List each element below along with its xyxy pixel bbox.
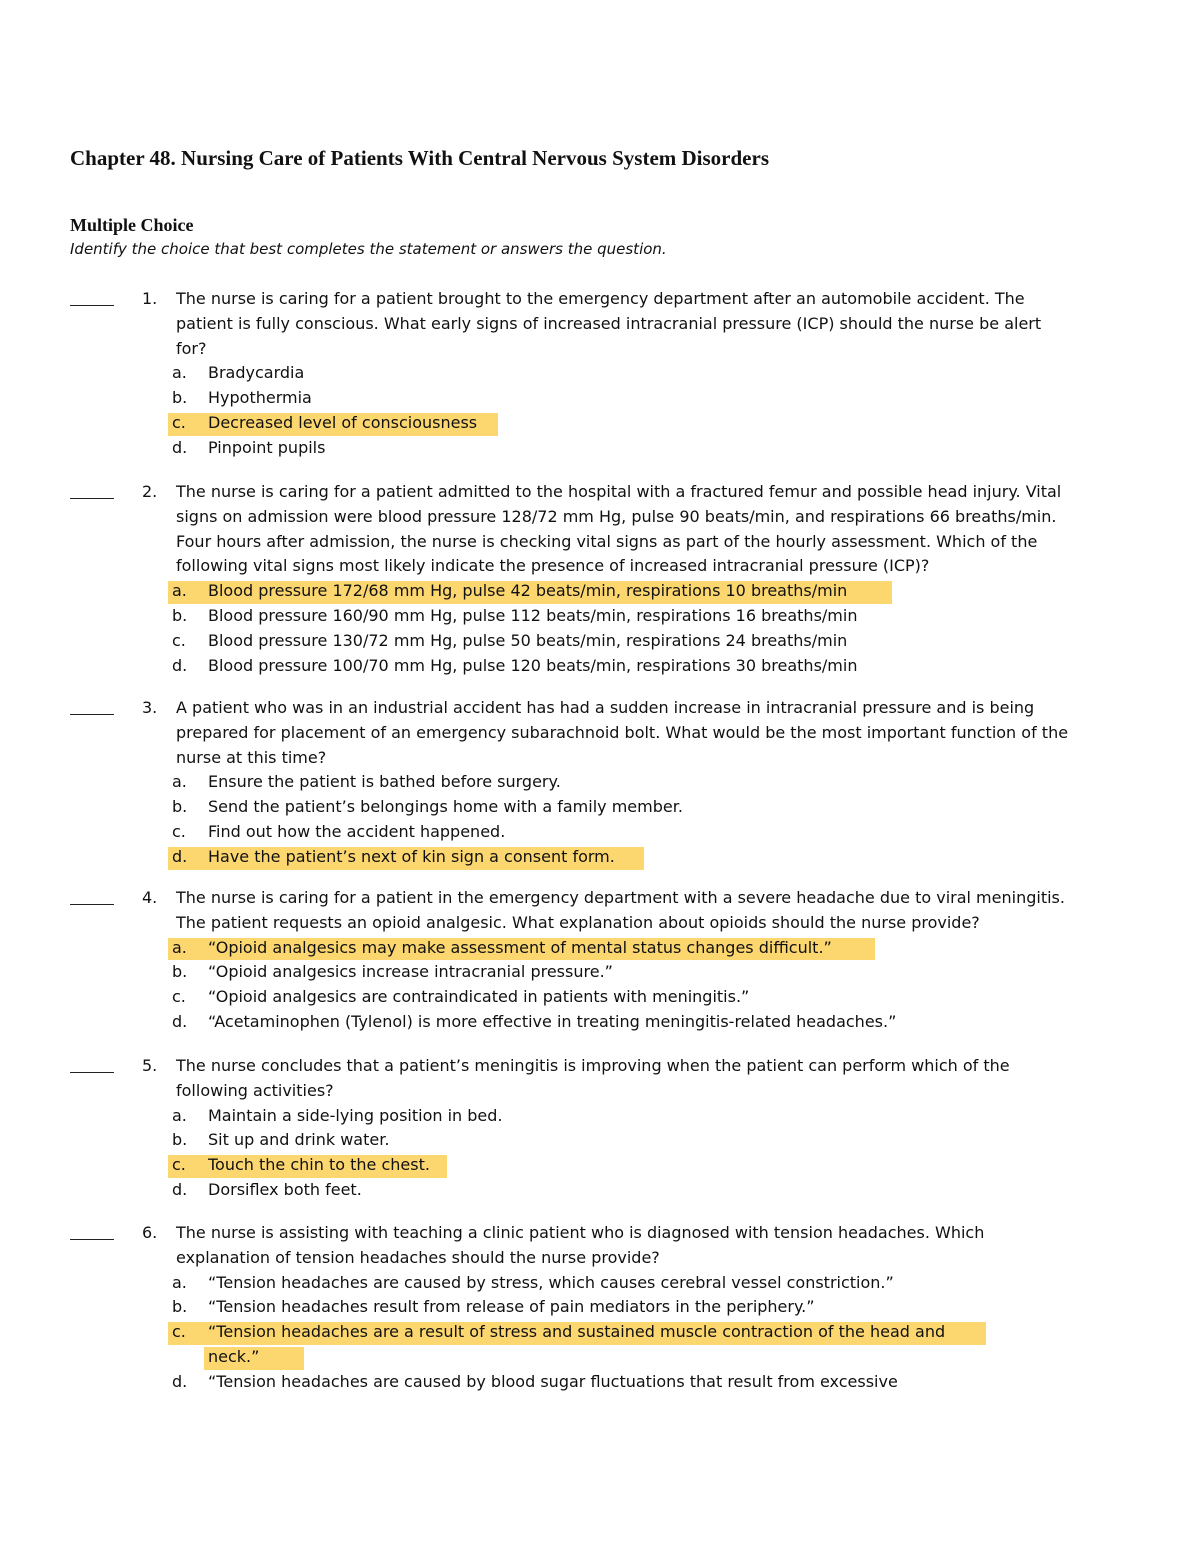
option-letter: c. [172,987,186,1007]
answer-blank[interactable] [70,1239,114,1240]
section-instructions: Identify the choice that best completes the statement or answers the question. [70,240,667,258]
answer-option[interactable] [168,411,1168,436]
option-text [208,1178,362,1203]
option-text [208,985,749,1010]
answer-option[interactable] [168,1153,1168,1178]
question-stem [176,287,1136,361]
option-text-line: Blood pressure 100/70 mm Hg, pulse 120 beats/min, respirations 30 breaths/min [208,655,858,675]
option-text [208,1320,945,1370]
option-text-line: neck.” [208,1346,260,1366]
option-text-line: Blood pressure 130/72 mm Hg, pulse 50 beats/min, respirations 24 breaths/min [208,630,848,650]
option-text [208,820,505,845]
option-letter: d. [172,437,188,457]
option-text [208,795,683,820]
option-text [208,386,312,411]
option-letter: d. [172,1180,188,1199]
answer-option[interactable] [168,960,1168,985]
option-text-line: “Opioid analgesics may make assessment of mental status changes difficult.” [208,937,832,957]
option-text [208,1153,430,1178]
option-text-line: Dorsiflex both feet. [208,1180,362,1199]
option-letter: d. [172,1012,188,1031]
option-text [208,1010,896,1035]
option-letter: d. [172,655,188,675]
option-text [208,361,304,386]
question-stem-line: for? [176,338,207,358]
answer-option[interactable] [168,629,1168,654]
answer-option[interactable] [168,361,1168,386]
option-text [208,960,613,985]
option-text [208,1104,503,1129]
question-stem-line: following vital signs most likely indicate the presence of increased intracranial pressure (ICP)? [176,556,930,576]
question-number: 3. [142,698,158,717]
option-text-line: Have the patient’s next of kin sign a consent form. [208,846,615,866]
page-title: Chapter 48. Nursing Care of Patients With Central Nervous System Disorders [70,146,769,170]
question-number: 2. [142,482,158,501]
option-letter: a. [172,1105,187,1125]
question-stem-line: nurse at this time? [176,747,327,767]
option-text-line: “Tension headaches are a result of stress and sustained muscle contraction of the head and [208,1322,946,1342]
option-letter: a. [172,363,187,383]
question-number: 6. [142,1223,158,1242]
option-text-line: Blood pressure 172/68 mm Hg, pulse 42 beats/min, respirations 10 breaths/min [208,581,848,601]
answer-option[interactable] [168,985,1168,1010]
question-stem-line: Four hours after admission, the nurse is checking vital signs as part of the hourly assessment. Which of the [176,531,1038,551]
option-letter: c. [172,630,186,650]
option-text [208,579,847,604]
option-text-line: Pinpoint pupils [208,437,326,457]
answer-option[interactable] [168,1178,1168,1203]
answer-option[interactable] [168,1320,1168,1370]
question-stem-line: The nurse concludes that a patient’s meningitis is improving when the patient can perform which of the [176,1056,1010,1075]
answer-blank[interactable] [70,904,114,905]
option-letter: b. [172,388,188,408]
option-text [208,604,857,629]
option-text [208,1295,815,1320]
option-text-line: “Opioid analgesics increase intracranial pressure.” [208,962,613,982]
option-text-line: Touch the chin to the chest. [208,1155,430,1175]
option-text [208,1271,894,1296]
option-letter: c. [172,413,186,432]
question-number: 4. [142,888,158,907]
question-stem-line: signs on admission were blood pressure 128/72 mm Hg, pulse 90 beats/min, and respirations 66 breaths/min. [176,506,1057,526]
answer-option[interactable] [168,820,1168,845]
question-stem-line: The nurse is caring for a patient in the emergency department with a severe headache due to viral meningitis. [176,888,1065,907]
question-stem [176,696,1136,770]
option-text-line: “Tension headaches result from release of pain mediators in the periphery.” [208,1297,815,1317]
question-stem-line: A patient who was in an industrial accident has had a sudden increase in intracranial pressure and is being [176,698,1035,717]
answer-option[interactable] [168,770,1168,795]
answer-option[interactable] [168,845,1168,870]
option-text-line: Send the patient’s belongings home with a family member. [208,797,683,817]
option-text [208,436,325,461]
question-stem-line: The nurse is assisting with teaching a clinic patient who is diagnosed with tension headaches. Which [176,1223,985,1242]
question-stem-line: The patient requests an opioid analgesic. What explanation about opioids should the nurse provide? [176,912,980,932]
question-stem-line: The nurse is caring for a patient brought to the emergency department after an automobile accident. The [176,289,1025,308]
option-text [208,770,561,795]
option-letter: d. [172,846,188,866]
answer-option[interactable] [168,1104,1168,1129]
answer-option[interactable] [168,386,1168,411]
option-text-line: “Opioid analgesics are contraindicated in patients with meningitis.” [208,987,750,1007]
answer-blank[interactable] [70,305,114,306]
answer-option[interactable] [168,579,1168,604]
option-letter: a. [172,1272,187,1292]
question-stem-line: patient is fully conscious. What early signs of increased intracranial pressure (ICP) should the nurse be alert [176,313,1042,333]
answer-option[interactable] [168,1010,1168,1035]
option-letter: a. [172,772,187,792]
option-letter: b. [172,962,188,982]
option-letter: a. [172,937,187,957]
option-text [208,654,857,679]
option-letter: c. [172,822,186,841]
option-letter: b. [172,797,188,817]
option-text-line: Find out how the accident happened. [208,822,506,841]
answer-option[interactable] [168,1271,1168,1296]
question-number: 5. [142,1056,158,1075]
option-text [208,411,477,436]
answer-option[interactable] [168,795,1168,820]
option-text-line: Sit up and drink water. [208,1130,390,1150]
question-stem [176,1054,1136,1104]
question-stem [176,1221,1136,1271]
question-stem-line: The nurse is caring for a patient admitted to the hospital with a fractured femur and possible head injury. Vital [176,482,1062,501]
option-letter: c. [172,1155,186,1175]
option-letter: b. [172,1297,188,1317]
option-text-line: “Acetaminophen (Tylenol) is more effective in treating meningitis-related headaches.” [208,1012,897,1031]
option-text-line: Bradycardia [208,363,305,383]
option-text-line: Hypothermia [208,388,312,408]
option-letter: a. [172,581,187,601]
answer-option[interactable] [168,1370,1168,1395]
answer-option[interactable] [168,654,1168,679]
option-letter: d. [172,1371,188,1391]
section-heading: Multiple Choice [70,215,194,235]
option-text-line: Decreased level of consciousness [208,413,478,432]
question-stem-line: following activities? [176,1080,334,1100]
option-letter: b. [172,606,188,625]
question-stem-line: prepared for placement of an emergency subarachnoid bolt. What would be the most important function of the [176,722,1069,742]
option-text [208,936,832,961]
answer-blank[interactable] [70,714,114,715]
option-letter: b. [172,1130,188,1150]
answer-option[interactable] [168,936,1168,961]
option-text [208,1370,898,1395]
option-text-line: “Tension headaches are caused by blood sugar fluctuations that result from excessive [208,1371,898,1391]
option-text-line: Blood pressure 160/90 mm Hg, pulse 112 beats/min, respirations 16 breaths/min [208,606,858,625]
option-text [208,845,615,870]
answer-option[interactable] [168,604,1168,629]
question-stem [176,480,1136,579]
option-text-line: Maintain a side-lying position in bed. [208,1105,503,1125]
option-text [208,629,847,654]
option-text-line: Ensure the patient is bathed before surgery. [208,772,561,792]
answer-option[interactable] [168,1128,1168,1153]
option-letter: c. [172,1322,186,1342]
question-stem [176,886,1136,936]
answer-blank[interactable] [70,498,114,499]
answer-blank[interactable] [70,1072,114,1073]
question-stem-line: explanation of tension headaches should the nurse provide? [176,1247,660,1267]
question-number: 1. [142,289,158,308]
answer-option[interactable] [168,436,1168,461]
option-text-line: “Tension headaches are caused by stress, which causes cerebral vessel constriction.” [208,1272,894,1292]
option-text [208,1128,389,1153]
answer-option[interactable] [168,1295,1168,1320]
